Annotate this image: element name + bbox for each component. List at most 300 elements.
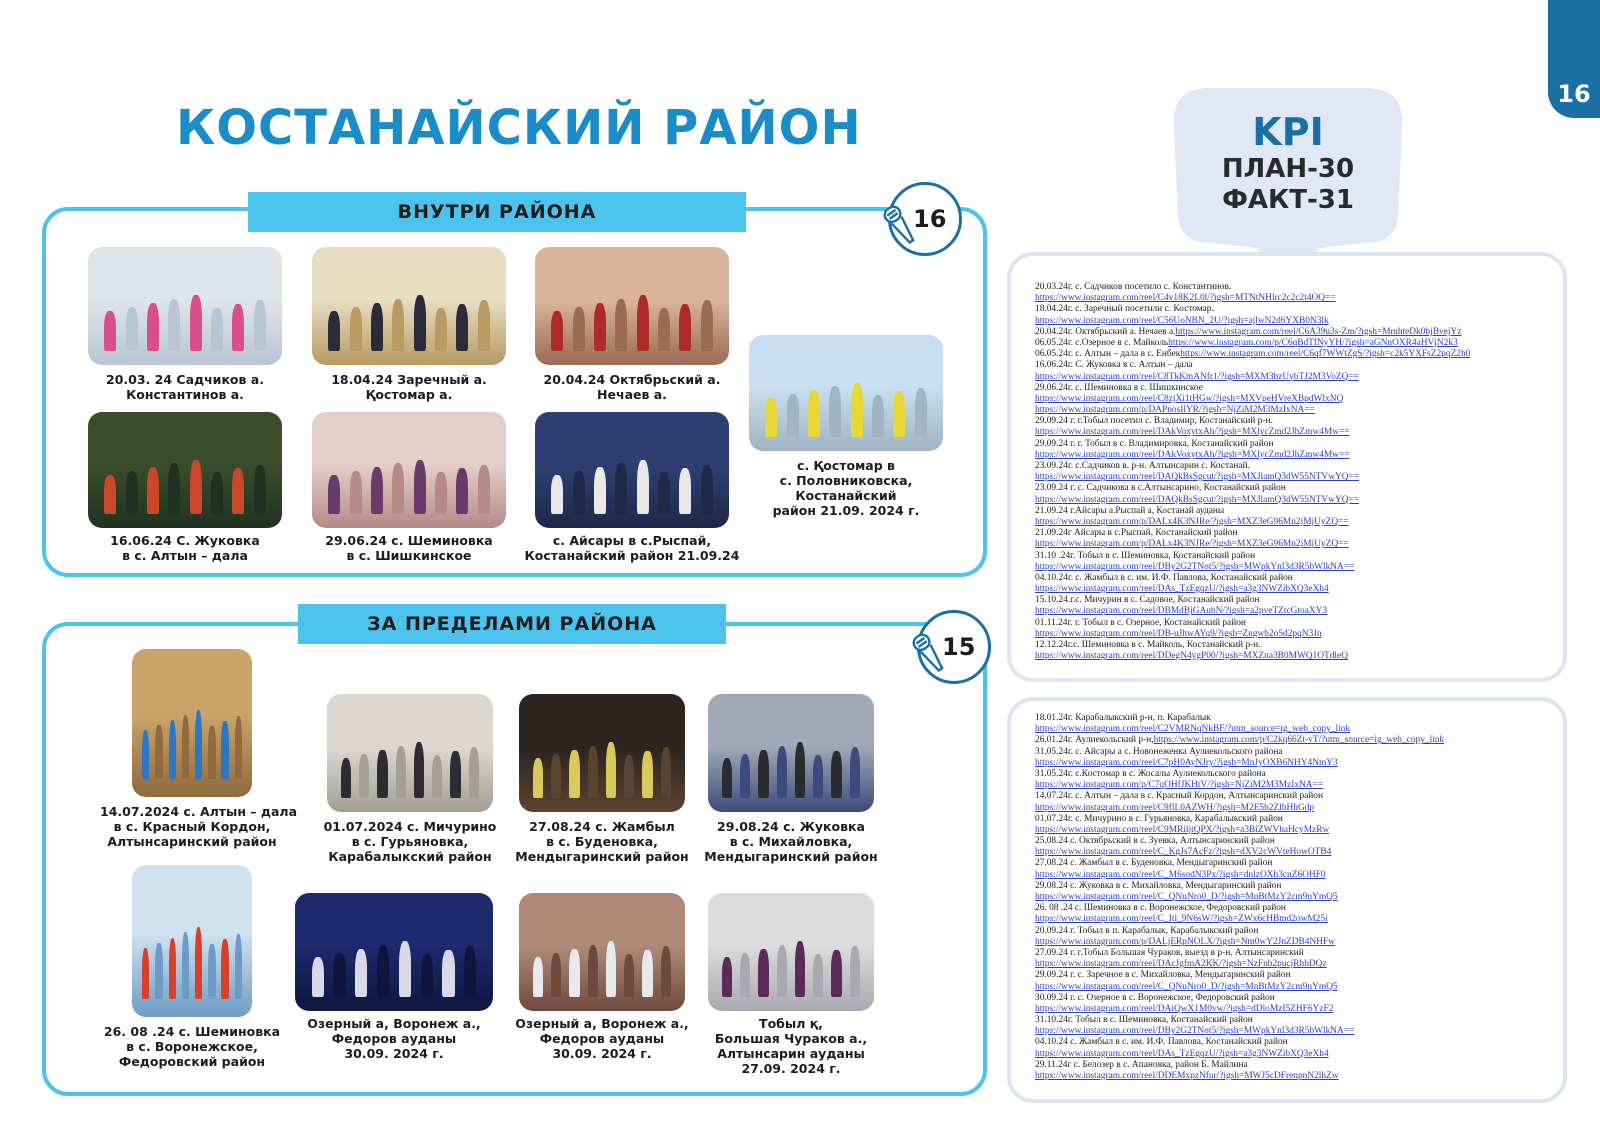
person-figure bbox=[658, 472, 670, 514]
caption-line: Карабалыкский район bbox=[328, 849, 492, 864]
person-figure bbox=[414, 295, 426, 350]
caption-line: с. Қостомар в bbox=[797, 458, 895, 473]
person-figure bbox=[142, 948, 149, 999]
person-figure bbox=[328, 311, 340, 351]
person-figure bbox=[421, 954, 433, 996]
caption-line: 16.06.24 С. Жуковка bbox=[110, 533, 260, 548]
person-figure bbox=[456, 304, 468, 350]
link-row bbox=[1035, 713, 1444, 724]
link-note: 06.05.24г. с. Алтын – дала в с. Енбек bbox=[1035, 349, 1181, 360]
person-figure bbox=[432, 755, 442, 797]
link-row bbox=[1035, 517, 1470, 528]
instagram-link[interactable]: https://www.instagram.com/reel/DAkVoxytxAh/?igsh=MXlycZmd2JhZmw4Mw== bbox=[1035, 427, 1350, 438]
instagram-link[interactable]: https://www.instagram.com/reel/DBy2G2TNot5/?igsh=MWpkYnl3d3R5bWlkNA== bbox=[1035, 561, 1355, 572]
inside-count: 16 bbox=[913, 205, 947, 233]
photo-people bbox=[718, 741, 864, 798]
person-figure bbox=[722, 957, 732, 997]
link-row bbox=[1035, 338, 1470, 349]
person-figure bbox=[155, 725, 162, 780]
person-figure bbox=[328, 475, 340, 514]
link-row bbox=[1035, 450, 1470, 461]
caption-line: Озерный а, Воронеж а., bbox=[515, 1016, 689, 1031]
caption-line: 29.08.24 с. Жуковка bbox=[717, 819, 865, 834]
event-photo bbox=[519, 694, 685, 812]
person-figure bbox=[777, 945, 787, 997]
link-row bbox=[1035, 472, 1470, 483]
instagram-link[interactable]: https://www.instagram.com/reel/DDEMxpzNfur/?igsh=MWJ5cDFrenpnN2lhZw bbox=[1035, 1071, 1339, 1081]
person-figure bbox=[208, 726, 215, 779]
instagram-link[interactable]: https://www.instagram.com/reel/DAiQwX1M0vw/?igsh=dDloMzI5ZHF6YzF2 bbox=[1035, 1003, 1334, 1014]
person-figure bbox=[551, 311, 563, 351]
person-figure bbox=[456, 468, 468, 514]
person-figure bbox=[195, 710, 202, 780]
photo-people bbox=[324, 458, 495, 514]
caption-line: Костанайский bbox=[795, 488, 897, 503]
person-figure bbox=[569, 949, 579, 997]
caption-line: Константинов а. bbox=[126, 387, 244, 402]
instagram-link[interactable]: https://www.instagram.com/p/DALx4K3NJRe/?igsh=MXZ3eG96Mn2jMjUyZQ== bbox=[1035, 516, 1349, 527]
link-row bbox=[1035, 825, 1444, 836]
link-row bbox=[1035, 562, 1470, 573]
person-figure bbox=[679, 304, 691, 350]
link-row bbox=[1035, 858, 1444, 869]
link-note: 31.05.24г. с. Айсары а с. Новонеженка Аулиекольского района bbox=[1035, 746, 1283, 757]
links-list bbox=[1035, 282, 1470, 662]
caption-line: Қостомар а. bbox=[365, 387, 453, 402]
instagram-link[interactable]: https://www.instagram.com/reel/DBMdBjGAubN/?igsh=a2pveTZtcGtoaXY3 bbox=[1035, 606, 1328, 617]
link-note: 18.04.24г. с. Заречный посетили с. Костомар. bbox=[1035, 304, 1214, 315]
caption-line: в с. Алтын – дала bbox=[122, 548, 248, 563]
link-row bbox=[1035, 427, 1470, 438]
person-figure bbox=[254, 465, 266, 515]
person-figure bbox=[758, 750, 768, 798]
person-figure bbox=[569, 750, 579, 798]
person-figure bbox=[469, 747, 479, 797]
person-figure bbox=[831, 751, 841, 797]
person-figure bbox=[350, 307, 362, 351]
link-note: 21.09.24г Айсары в с.Рыспай, Костанайский район bbox=[1035, 528, 1238, 539]
photo-people bbox=[307, 940, 481, 997]
caption-line: Мендыгаринский район bbox=[704, 849, 878, 864]
person-figure bbox=[795, 941, 805, 996]
outside-count-badge bbox=[917, 610, 991, 684]
event-photo bbox=[312, 247, 506, 365]
person-figure bbox=[392, 299, 404, 351]
links-panel-outside bbox=[1007, 697, 1567, 1103]
link-row bbox=[1035, 1060, 1444, 1071]
instagram-link[interactable]: https://www.instagram.com/reel/DDegN4ygP00/?igsh=MXZna3B0MWQ1OTdleQ bbox=[1035, 651, 1348, 662]
outside-district-label: ЗА ПРЕДЕЛАМИ РАЙОНА bbox=[298, 604, 726, 644]
link-note: 31.10 .24г. Тобыл в с. Шеминовка, Костанайский район bbox=[1035, 550, 1256, 561]
instagram-link[interactable]: https://www.instagram.com/reel/C_Itl_9N6sW/?igsh=ZWx6cHBmd2owM25i bbox=[1035, 914, 1328, 925]
link-row bbox=[1035, 982, 1444, 993]
person-figure bbox=[126, 307, 138, 351]
person-figure bbox=[182, 715, 189, 780]
instagram-link[interactable]: https://www.instagram.com/reel/DBy2G2TNot5/?igsh=MWpkYnl3d3R5bWlkNA== bbox=[1035, 1026, 1355, 1037]
link-row bbox=[1035, 914, 1444, 925]
caption-line: Мендыгаринский район bbox=[515, 849, 689, 864]
person-figure bbox=[104, 475, 116, 514]
instagram-link[interactable]: https://www.instagram.com/reel/DAs_TzEgqzU/?igsh=a3g3NWZibXQ3eXh4 bbox=[1035, 1048, 1329, 1059]
caption-line: в с. Буденовка, bbox=[546, 834, 658, 849]
person-figure bbox=[573, 471, 585, 514]
photo-people bbox=[547, 294, 718, 351]
link-note: 29.11.24г с. Белозер в с. Апановка, район Б. Майлина bbox=[1035, 1059, 1248, 1070]
caption-line: Нечаев а. bbox=[597, 387, 667, 402]
person-figure bbox=[478, 465, 490, 515]
link-note: 27.09.24 г. г.Тобыл Большая Чураков, выезд в р-н. Алтынсаринский bbox=[1035, 947, 1304, 958]
kpi-fact: ФАКТ-31 bbox=[1222, 185, 1354, 215]
person-figure bbox=[190, 295, 202, 350]
link-row bbox=[1035, 993, 1444, 1004]
event-caption bbox=[304, 533, 514, 563]
link-note: 29.06.24г. с. Шеминовка в с. Шишкинское bbox=[1035, 382, 1203, 393]
event-photo bbox=[88, 247, 282, 365]
link-row bbox=[1035, 327, 1470, 338]
link-row bbox=[1035, 814, 1444, 825]
person-figure bbox=[392, 463, 404, 514]
link-row bbox=[1035, 948, 1444, 959]
link-note: 26. 08 .24 с. Шеминовка в с. Воронежское, Федоровский район bbox=[1035, 903, 1286, 914]
person-figure bbox=[813, 755, 823, 797]
person-figure bbox=[701, 300, 713, 350]
instagram-link[interactable]: https://www.instagram.com/reel/DAcJgfmA2KK/?igsh=NzFnb2pucjRhbDQz bbox=[1035, 959, 1327, 970]
person-figure bbox=[642, 950, 652, 996]
link-note: 25.08.24 с. Октябрьский в с. Зуевка, Алтынсаринский район bbox=[1035, 836, 1275, 847]
caption-line: в с. Гурьяновка, bbox=[351, 834, 469, 849]
link-note: 29.09.24 г. г.Тобыл посетил с. Владимир, Костанайский р-н. bbox=[1035, 416, 1273, 427]
caption-line: в с. Красный Кордон, bbox=[113, 819, 271, 834]
link-row bbox=[1035, 836, 1444, 847]
person-figure bbox=[126, 471, 138, 514]
link-note: 18.01.24г. Карабалыкский р-н, п. Карабалык bbox=[1035, 713, 1211, 723]
person-figure bbox=[414, 460, 426, 515]
link-note: 12.12.24г.с. Шеминовка в с. Майколь, Костанайский р-н. bbox=[1035, 640, 1261, 650]
event-caption bbox=[100, 1024, 284, 1069]
link-row bbox=[1035, 416, 1470, 427]
person-figure bbox=[211, 308, 223, 350]
photo-people bbox=[529, 741, 675, 798]
person-figure bbox=[533, 957, 543, 997]
caption-line: 14.07.2024 с. Алтын – дала bbox=[100, 804, 298, 819]
link-row bbox=[1035, 1071, 1444, 1082]
event-caption bbox=[85, 372, 285, 402]
link-note: 31.10.24г. Тобыл в с. Шеминовка, Костанайский район bbox=[1035, 1015, 1253, 1026]
instagram-link[interactable]: https://www.instagram.com/reel/C9flL0AZWH/?igsh=M2E5b2ZlbHhGdp bbox=[1035, 802, 1315, 813]
event-caption bbox=[756, 458, 936, 518]
person-figure bbox=[169, 938, 176, 999]
event-caption bbox=[100, 804, 298, 849]
link-row bbox=[1035, 847, 1444, 858]
person-figure bbox=[606, 941, 616, 996]
person-figure bbox=[414, 742, 424, 797]
person-figure bbox=[235, 716, 242, 779]
person-figure bbox=[450, 751, 460, 797]
person-figure bbox=[851, 383, 863, 438]
link-row bbox=[1035, 573, 1470, 584]
links-panel-inside bbox=[1007, 252, 1567, 682]
person-figure bbox=[606, 742, 616, 797]
link-row bbox=[1035, 483, 1470, 494]
link-row bbox=[1035, 1026, 1444, 1037]
person-figure bbox=[355, 949, 367, 997]
link-note: 29.09.24 г. г. Тобыл в с. Владимировка, Костанайский район bbox=[1035, 438, 1274, 449]
person-figure bbox=[658, 308, 670, 350]
photo-people bbox=[139, 708, 245, 779]
person-figure bbox=[442, 950, 454, 996]
person-figure bbox=[624, 755, 634, 797]
instagram-link[interactable]: https://www.instagram.com/reel/C8zjXi1tHGw/?igsh=MXVpeHVreXBpdWlxNQ bbox=[1035, 393, 1344, 404]
link-row bbox=[1035, 551, 1470, 562]
photo-people bbox=[324, 294, 495, 351]
person-figure bbox=[850, 747, 860, 797]
event-caption bbox=[309, 372, 509, 402]
link-row bbox=[1035, 769, 1444, 780]
person-figure bbox=[254, 300, 266, 350]
link-note: 14.07.24г. с. Алтын – дала в с. Красный Кордон, Алтынсаринский район bbox=[1035, 791, 1324, 802]
person-figure bbox=[831, 950, 841, 996]
person-figure bbox=[872, 395, 884, 437]
caption-line: 27.09. 2024 г. bbox=[741, 1061, 841, 1076]
caption-line: 29.06.24 с. Шеминовка bbox=[325, 533, 493, 548]
caption-line: 18.04.24 Заречный а. bbox=[331, 372, 487, 387]
event-caption bbox=[520, 533, 744, 563]
person-figure bbox=[765, 398, 777, 437]
person-figure bbox=[377, 945, 389, 997]
link-row bbox=[1035, 970, 1444, 981]
event-photo bbox=[88, 412, 282, 528]
person-figure bbox=[435, 308, 447, 350]
event-photo bbox=[708, 893, 874, 1011]
link-row bbox=[1035, 439, 1470, 450]
person-figure bbox=[615, 463, 627, 514]
caption-line: 30.09. 2024 г. bbox=[552, 1046, 652, 1061]
inside-count-badge bbox=[888, 182, 962, 256]
person-figure bbox=[594, 303, 606, 351]
caption-line: с. Половниковска, bbox=[779, 473, 913, 488]
link-note: 23.09.24 г. с. Садчикова в с.Алтынсарино, Костанайский район bbox=[1035, 483, 1286, 494]
link-row bbox=[1035, 495, 1470, 506]
instagram-link[interactable]: https://www.instagram.com/reel/C8TkKmANfr1/?igsh=MXM3bzUybTJ2M3VoZQ== bbox=[1035, 371, 1359, 382]
person-figure bbox=[235, 934, 242, 999]
instagram-link[interactable]: https://www.instagram.com/reel/C6qf7WWtZgS/?igsh=c2k5YXFsZ2pqZ2h0 bbox=[1180, 349, 1471, 360]
person-figure bbox=[915, 388, 927, 438]
link-row bbox=[1035, 640, 1470, 651]
person-figure bbox=[359, 754, 369, 798]
link-note: 04.10.24г. с. Жамбыл в с. им. И.Ф. Павлова, Костанайский район bbox=[1035, 572, 1293, 583]
person-figure bbox=[195, 927, 202, 998]
person-figure bbox=[642, 751, 652, 797]
link-row bbox=[1035, 282, 1470, 293]
person-figure bbox=[312, 957, 324, 997]
page-number-tab bbox=[1548, 0, 1600, 118]
instagram-link[interactable]: https://www.instagram.com/reel/C_QNuNro0_D/?igsh=MnBtMzY2cm9nYmQ5 bbox=[1035, 892, 1338, 902]
person-figure bbox=[211, 472, 223, 514]
link-note: 06.05.24г. с.Озерное в с. Майколь bbox=[1035, 337, 1169, 348]
event-caption bbox=[85, 533, 285, 563]
caption-line: с. Айсары в с.Рыспай, bbox=[552, 533, 712, 548]
instagram-link[interactable]: https://www.instagram.com/reel/DAQkBsSgcut/?igsh=MXJlamQ3dW55NTVwYQ== bbox=[1035, 472, 1360, 483]
person-figure bbox=[221, 721, 228, 779]
person-figure bbox=[155, 943, 162, 999]
instagram-link[interactable]: https://www.instagram.com/reel/DAs_TzEgqzU/?igsh=a3g3NWZibXQ3eXh4 bbox=[1035, 584, 1329, 595]
person-figure bbox=[399, 941, 411, 996]
link-row bbox=[1035, 584, 1470, 595]
event-photo bbox=[132, 649, 252, 797]
person-figure bbox=[740, 953, 750, 997]
person-figure bbox=[396, 746, 406, 798]
link-row bbox=[1035, 881, 1444, 892]
instagram-link[interactable]: https://www.instagram.com/p/DAPnosIlYR/?igsh=NjZiM2M3MzIxNA== bbox=[1035, 405, 1315, 416]
photo-people bbox=[139, 926, 245, 999]
instagram-link[interactable]: https://www.instagram.com/reel/C2VMRNqNkBF/?utm_source=ig_web_copy_link bbox=[1035, 724, 1351, 735]
link-row bbox=[1035, 651, 1470, 662]
caption-line: 27.08.24 с. Жамбыл bbox=[529, 819, 675, 834]
person-figure bbox=[478, 300, 490, 350]
person-figure bbox=[371, 303, 383, 351]
link-row bbox=[1035, 461, 1470, 472]
link-note: 20.09.24 г. Тобыл в п. Карабалык, Карабалыкский район bbox=[1035, 925, 1259, 936]
link-row bbox=[1035, 372, 1470, 383]
instagram-link[interactable]: https://www.instagram.com/reel/C_KgJs7AcFz/?igsh=dXV2cWVteHowOTB4 bbox=[1035, 847, 1332, 858]
person-figure bbox=[232, 304, 244, 350]
person-figure bbox=[551, 754, 561, 798]
person-figure bbox=[190, 460, 202, 515]
instagram-link[interactable]: https://www.instagram.com/p/C2kq66Zt-vT/?utm_source=ig_web_copy_link bbox=[1153, 735, 1445, 746]
link-note: 20.03.24г. с. Садчиков посетило с. Константинов. bbox=[1035, 282, 1232, 292]
person-figure bbox=[142, 730, 149, 780]
person-figure bbox=[147, 303, 159, 351]
event-photo bbox=[749, 335, 943, 451]
instagram-link[interactable]: https://www.instagram.com/reel/C_M6sodN3Px/?igsh=dnlzOXh3cnZ6OHF0 bbox=[1035, 869, 1326, 880]
instagram-link[interactable]: https://www.instagram.com/p/C7qOHfJKHtV/?igsh=NjZiM2M3MzIxNA== bbox=[1035, 780, 1324, 791]
link-row bbox=[1035, 791, 1444, 802]
photo-people bbox=[529, 940, 675, 997]
person-figure bbox=[588, 746, 598, 798]
page-title: КОСТАНАЙСКИЙ РАЙОН bbox=[176, 100, 862, 156]
kpi-plan: ПЛАН-30 bbox=[1221, 154, 1355, 184]
inside-district-label: ВНУТРИ РАЙОНА bbox=[248, 192, 746, 232]
caption-line: 26. 08 .24 с. Шеминовка bbox=[103, 1024, 281, 1039]
instagram-link[interactable]: https://www.instagram.com/reel/C_QNuNro0_D/?igsh=MnBtMzY2cm9nYmQ5 bbox=[1035, 981, 1338, 992]
page-number: 16 bbox=[1557, 80, 1591, 108]
person-figure bbox=[594, 467, 606, 514]
person-figure bbox=[722, 758, 732, 798]
instagram-link[interactable]: https://www.instagram.com/p/C6qBdTfNyYH/?igsh=aGNnOXR4aHVjN2k3 bbox=[1168, 337, 1458, 348]
person-figure bbox=[661, 747, 671, 797]
instagram-link[interactable]: https://www.instagram.com/reel/C7pH0AyNJry/?igsh=MnJyOXB6NHY4NmY3 bbox=[1035, 757, 1338, 768]
link-row bbox=[1035, 360, 1470, 371]
link-note: 04.10.24 с. Жамбыл в с. им. И.Ф. Павлова, Костанайский район bbox=[1035, 1037, 1288, 1048]
link-row bbox=[1035, 606, 1470, 617]
link-row bbox=[1035, 629, 1470, 640]
person-figure bbox=[168, 299, 180, 351]
caption-line: Костанайский район 21.09.24 bbox=[524, 548, 740, 563]
caption-line: Тобыл қ, bbox=[759, 1016, 823, 1031]
person-figure bbox=[221, 939, 228, 999]
event-photo bbox=[327, 694, 493, 812]
instagram-link[interactable]: https://www.instagram.com/reel/DB-uJhwAYq9/?igsh=Zngwb2o5d2pqN3Jn bbox=[1035, 628, 1322, 639]
link-note: 01.07.24г. с. Мичурино в с. Гурьяновка, Карабалыкский район bbox=[1035, 813, 1283, 824]
link-row bbox=[1035, 595, 1470, 606]
link-row bbox=[1035, 870, 1444, 881]
instagram-link[interactable]: https://www.instagram.com/reel/C9MRiljtQPX/?igsh=a3BiZWVhaHcyMzRw bbox=[1035, 824, 1330, 835]
link-row bbox=[1035, 1004, 1444, 1015]
link-note: 21.09.24 г.Айсары а.Рыспай а, Костанай ауданы bbox=[1035, 505, 1225, 516]
photo-people bbox=[761, 381, 932, 437]
person-figure bbox=[624, 954, 634, 996]
photo-people bbox=[100, 294, 271, 351]
person-figure bbox=[208, 944, 215, 999]
person-figure bbox=[104, 311, 116, 351]
caption-line: 20.03. 24 Садчиков а. bbox=[106, 372, 264, 387]
link-row bbox=[1035, 316, 1470, 327]
event-caption bbox=[510, 819, 694, 864]
person-figure bbox=[795, 742, 805, 797]
person-figure bbox=[435, 472, 447, 514]
kpi-title: KPI bbox=[1252, 110, 1324, 154]
link-note: 23.09.24г. с.Садчиков в. р-н. Алтынсарин с. Костанай. bbox=[1035, 461, 1250, 471]
link-row bbox=[1035, 903, 1444, 914]
caption-line: 20.04.24 Октябрьский а. bbox=[543, 372, 721, 387]
instagram-link[interactable]: https://www.instagram.com/reel/DAkVoxytxAh/?igsh=MXlycZmd2JhZmw4Mw== bbox=[1035, 449, 1350, 460]
event-photo bbox=[132, 865, 252, 1017]
instagram-link[interactable]: https://www.instagram.com/p/DALjERpNOLX/?igsh=Nm0wY2JnZDB4NHFw bbox=[1035, 936, 1335, 947]
link-note: 27.08.24 с. Жамбыл в с. Буденовка, Мендыгаринский район bbox=[1035, 858, 1273, 869]
caption-line: в с. Воронежское, bbox=[126, 1039, 258, 1054]
person-figure bbox=[829, 386, 841, 437]
event-caption bbox=[304, 1016, 484, 1061]
person-figure bbox=[371, 467, 383, 514]
person-figure bbox=[808, 390, 820, 437]
photo-people bbox=[337, 741, 483, 798]
event-caption bbox=[700, 819, 882, 864]
link-row bbox=[1035, 405, 1470, 416]
link-note: 31.05.24г. с.Костомар в с. Жосалы Аулиекольского района bbox=[1035, 768, 1266, 779]
photo-people bbox=[100, 458, 271, 514]
instagram-link[interactable]: https://www.instagram.com/reel/DAQkBsSgcut/?igsh=MXJlamQ3dW55NTVwYQ== bbox=[1035, 494, 1360, 505]
person-figure bbox=[758, 949, 768, 997]
person-figure bbox=[777, 746, 787, 798]
caption-line: в с. Михайловка, bbox=[729, 834, 853, 849]
link-row bbox=[1035, 618, 1470, 629]
caption-line: Большая Чураков а., bbox=[714, 1031, 868, 1046]
person-figure bbox=[169, 720, 176, 780]
person-figure bbox=[893, 391, 905, 437]
caption-line: 01.07.2024 с. Мичурино bbox=[323, 819, 497, 834]
instagram-link[interactable]: https://www.instagram.com/reel/C6A39u3s-Zm/?igsh=MmhteDk0bjBvejYz bbox=[1175, 326, 1462, 337]
kpi-badge bbox=[1170, 88, 1406, 278]
caption-line: 30.09. 2024 г. bbox=[344, 1046, 444, 1061]
link-row bbox=[1035, 383, 1470, 394]
instagram-link[interactable]: https://www.instagram.com/p/DALx4K3NJRe/?igsh=MXZ3eG96Mn2jMjUyZQ== bbox=[1035, 539, 1349, 550]
person-figure bbox=[232, 468, 244, 514]
caption-line: Федоровский район bbox=[118, 1054, 266, 1069]
person-figure bbox=[168, 463, 180, 514]
photo-people bbox=[718, 940, 864, 997]
link-note: 29.09.24 г. с. Заречное в с. Михайловка, Мендыгаринский район bbox=[1035, 970, 1291, 981]
link-row bbox=[1035, 937, 1444, 948]
event-caption bbox=[700, 1016, 882, 1076]
instagram-link[interactable]: https://www.instagram.com/reel/C56UoNBN_2U/?igsh=ajlwN2d6YXB0N3lk bbox=[1035, 315, 1329, 326]
instagram-link[interactable]: https://www.instagram.com/reel/C4v18K2L0l/?igsh=MTNtNHlrc2c2c2t4OQ== bbox=[1035, 293, 1336, 304]
outside-count: 15 bbox=[942, 633, 976, 661]
person-figure bbox=[701, 465, 713, 515]
event-caption bbox=[320, 819, 500, 864]
link-row bbox=[1035, 304, 1470, 315]
link-note: 26.01.24г. Аулиекольский р-н, bbox=[1035, 735, 1154, 746]
event-photo bbox=[708, 694, 874, 812]
